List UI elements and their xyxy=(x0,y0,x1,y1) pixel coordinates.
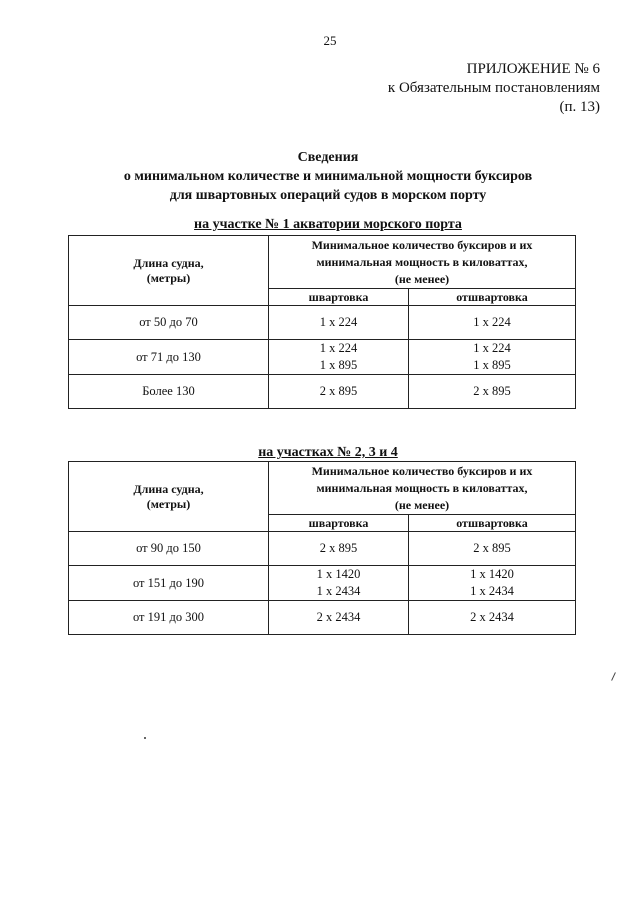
header-unmooring: отшвартовка xyxy=(408,515,575,532)
mooring-cell xyxy=(269,601,409,635)
header-min-tugs-line-3: (не менее) xyxy=(394,271,450,286)
appendix-title: ПРИЛОЖЕНИЕ № 6 xyxy=(466,61,600,77)
table-row xyxy=(69,532,576,566)
unmooring-value: 1 х 224 xyxy=(473,315,511,329)
heading-line-1: Сведения xyxy=(297,150,359,165)
mooring-value: 2 х 895 xyxy=(319,541,358,555)
header-mooring: швартовка xyxy=(269,289,409,306)
document-heading xyxy=(0,148,640,205)
ship-length-cell: от 191 до 300 xyxy=(69,601,269,635)
unmooring-value: 1 х 895 xyxy=(473,358,511,372)
unmooring-cell xyxy=(408,601,575,635)
header-min-tugs-line-3: (не менее) xyxy=(394,497,450,512)
mooring-cell xyxy=(269,532,409,566)
mooring-cell xyxy=(269,375,409,409)
table-row xyxy=(69,306,576,340)
header-min-tugs-line-1: Минимальное количество буксиров и их xyxy=(311,237,533,252)
header-ship-length-unit: (метры) xyxy=(146,270,191,285)
header-min-tugs xyxy=(269,236,576,289)
page-number: 25 xyxy=(323,33,337,48)
table-row xyxy=(69,601,576,635)
header-ship-length xyxy=(69,462,269,532)
tug-requirements-table-area-1 xyxy=(68,235,576,409)
header-min-tugs-line-2: минимальная мощность в киловаттах, xyxy=(316,480,528,495)
ship-length-cell: от 71 до 130 xyxy=(69,340,269,375)
table-row xyxy=(69,340,576,375)
mooring-value: 2 х 2434 xyxy=(316,610,361,624)
tug-requirements-table-areas-2-3-4 xyxy=(68,461,576,635)
header-ship-length-unit: (метры) xyxy=(146,496,191,511)
unmooring-value: 1 х 2434 xyxy=(470,584,514,598)
unmooring-cell xyxy=(408,532,575,566)
header-min-tugs xyxy=(269,462,576,515)
unmooring-cell xyxy=(408,306,575,340)
header-min-tugs-line-2: минимальная мощность в киловаттах, xyxy=(316,254,528,269)
ship-length-cell: Более 130 xyxy=(69,375,269,409)
ship-length-cell: от 90 до 150 xyxy=(69,532,269,566)
unmooring-value: 2 х 895 xyxy=(473,541,511,555)
unmooring-cell xyxy=(408,566,575,601)
header-min-tugs-line-1: Минимальное количество буксиров и их xyxy=(311,463,533,478)
mooring-cell xyxy=(269,306,409,340)
mooring-value: 1 х 224 xyxy=(319,315,358,329)
unmooring-cell xyxy=(408,340,575,375)
mooring-cell xyxy=(269,566,409,601)
appendix-clause: (п. 13) xyxy=(559,99,600,115)
mooring-cell xyxy=(269,340,409,375)
mooring-value: 1 х 1420 xyxy=(316,567,361,581)
mooring-value: 1 х 895 xyxy=(319,358,358,372)
appendix-reference: к Обязательным постановлениям xyxy=(387,80,600,96)
mooring-value: 1 х 224 xyxy=(319,341,358,355)
mooring-value: 1 х 2434 xyxy=(316,584,361,598)
ship-length-cell: от 151 до 190 xyxy=(69,566,269,601)
unmooring-value: 1 х 224 xyxy=(473,341,511,355)
unmooring-cell xyxy=(408,375,575,409)
header-ship-length-label: Длина судна, xyxy=(133,255,204,270)
scan-mark xyxy=(611,672,616,681)
heading-line-2: о минимальном количестве и минимальной мощности буксиров xyxy=(123,169,533,184)
unmooring-value: 1 х 1420 xyxy=(470,567,514,581)
table-row xyxy=(69,375,576,409)
heading-line-3: для швартовных операций судов в морском порту xyxy=(169,188,487,203)
unmooring-value: 2 х 2434 xyxy=(470,610,514,624)
table-row xyxy=(69,566,576,601)
header-ship-length xyxy=(69,236,269,306)
ship-length-cell: от 50 до 70 xyxy=(69,306,269,340)
header-unmooring: отшвартовка xyxy=(408,289,575,306)
unmooring-value: 2 х 895 xyxy=(473,384,511,398)
section-title-areas-2-3-4: на участках № 2, 3 и 4 xyxy=(258,445,398,460)
header-ship-length-label: Длина судна, xyxy=(133,481,204,496)
section-title-area-1: на участке № 1 акватории морского порта xyxy=(194,217,462,232)
scan-dot xyxy=(144,737,146,739)
appendix-header xyxy=(388,60,600,117)
header-mooring: швартовка xyxy=(269,515,409,532)
mooring-value: 2 х 895 xyxy=(319,384,358,398)
